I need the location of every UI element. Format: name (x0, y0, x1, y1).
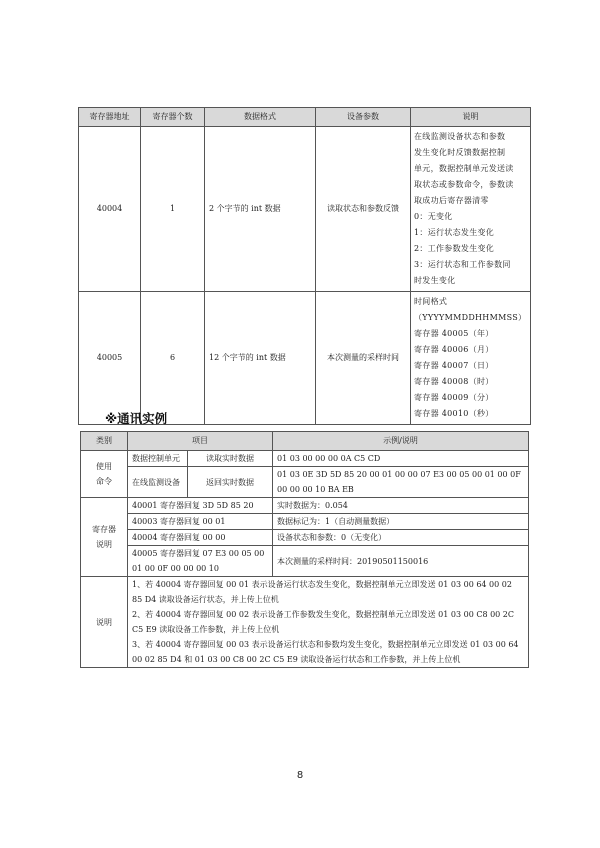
desc-line: 在线监测设备状态和参数 (414, 132, 506, 141)
cell-format: 2 个字节的 int 数据 (205, 127, 316, 292)
note-line: 3、若 40004 寄存器回复 00 03 表示设备运行状态和参数均发生变化，数据控制单元立即发送 01 03 00 64 00 02 85 D4 和 01 03 00 C8 00 2C C5 E9 读取设备运行状态和工作参数，并上传上位机 (132, 640, 519, 664)
cell-example: 01 03 00 00 00 0A C5 CD (273, 451, 529, 467)
page-number: 8 (296, 770, 304, 781)
note-line: 1、若 40004 寄存器回复 00 01 表示设备运行状态发生变化，数据控制单元立即发送 01 03 00 64 00 02 85 D4 读取设备运行状态，并上传上位机 (132, 580, 512, 604)
cell-item: 40001 寄存器回复 3D 5D 85 20 (128, 498, 273, 514)
cell-address: 40005 (79, 292, 141, 425)
cell-param: 本次测量的采样时间 (316, 292, 411, 425)
cell-example: 01 03 0E 3D 5D 85 20 00 01 00 00 07 E3 00 05 00 01 00 0F 00 00 00 10 BA EB (273, 467, 529, 498)
table-row (81, 467, 529, 498)
cell-desc (411, 292, 531, 425)
desc-line: 取状态或参数命令，参数读 (414, 180, 514, 189)
category-register (81, 498, 128, 577)
desc-line: 寄存器 40006（月） (414, 345, 494, 354)
category-usage (81, 451, 128, 498)
cell-item1: 数据控制单元 (128, 451, 188, 467)
cell-count: 1 (141, 127, 205, 292)
cell-item: 40004 寄存器回复 00 00 (128, 530, 273, 546)
section-title: ※通讯实例 (105, 411, 168, 426)
desc-line: 发生变化时反馈数据控制 (414, 148, 506, 157)
table-row (79, 127, 531, 292)
header-row (79, 108, 531, 127)
cell-item: 40003 寄存器回复 00 01 (128, 514, 273, 530)
desc-line: 时发生变化 (414, 276, 456, 285)
desc-line: 寄存器 40005（年） (414, 329, 494, 338)
header-example: 示例/说明 (273, 432, 529, 451)
cell-param: 读取状态和参数反馈 (316, 127, 411, 292)
category-line: 寄存器 (92, 525, 116, 534)
desc-line: 取成功后寄存器清零 (414, 196, 489, 205)
table-row (81, 530, 529, 546)
cell-item2: 返回实时数据 (188, 467, 273, 498)
category-notes: 说明 (81, 577, 128, 668)
header-desc: 说明 (411, 108, 531, 127)
category-line: 使用 (96, 462, 112, 471)
note-line: 2、若 40004 寄存器回复 00 02 表示设备工作参数发生变化，数据控制单元立即发送 01 03 00 C8 00 2C C5 E9 读取设备工作参数，并上传上位机 (132, 610, 515, 634)
table-row (81, 498, 529, 514)
header-address: 寄存器地址 (79, 108, 141, 127)
header-param: 设备参数 (316, 108, 411, 127)
header-row (81, 432, 529, 451)
communication-example-table (80, 431, 529, 668)
desc-line: 2：工作参数发生变化 (414, 244, 495, 253)
cell-item: 40005 寄存器回复 07 E3 00 05 00 01 00 0F 00 00 00 10 (128, 546, 273, 577)
cell-example: 数据标记为：1（自动测量数据） (273, 514, 529, 530)
table-row (81, 546, 529, 577)
cell-address: 40004 (79, 127, 141, 292)
cell-format: 12 个字节的 int 数据 (205, 292, 316, 425)
cell-example: 本次测量的采样时间：20190501150016 (273, 546, 529, 577)
desc-line: 寄存器 40010（秒） (414, 409, 494, 418)
category-line: 命令 (96, 477, 112, 486)
desc-line: 0：无变化 (414, 212, 453, 221)
header-category: 类别 (81, 432, 128, 451)
table-row (81, 514, 529, 530)
notes-cell (128, 577, 529, 668)
cell-item2: 读取实时数据 (188, 451, 273, 467)
header-format: 数据格式 (205, 108, 316, 127)
cell-example: 实时数据为：0.054 (273, 498, 529, 514)
cell-desc (411, 127, 531, 292)
desc-line: 1：运行状态发生变化 (414, 228, 495, 237)
cell-count: 6 (141, 292, 205, 425)
header-item: 项目 (128, 432, 273, 451)
desc-line: （YYYYMMDDHHMMSS） (414, 313, 527, 322)
cell-item1: 在线监测设备 (128, 467, 188, 498)
table-row (79, 292, 531, 425)
category-line: 说明 (96, 540, 112, 549)
register-table (78, 107, 531, 425)
cell-example: 设备状态和参数：0（无变化） (273, 530, 529, 546)
desc-line: 3：运行状态和工作参数同 (414, 260, 511, 269)
desc-line: 时间格式 (414, 297, 448, 306)
header-count: 寄存器个数 (141, 108, 205, 127)
desc-line: 寄存器 40009（分） (414, 393, 494, 402)
desc-line: 单元，数据控制单元发送读 (414, 164, 514, 173)
desc-line: 寄存器 40007（日） (414, 361, 494, 370)
desc-line: 寄存器 40008（时） (414, 377, 494, 386)
table-row (81, 577, 529, 668)
table-row (81, 451, 529, 467)
